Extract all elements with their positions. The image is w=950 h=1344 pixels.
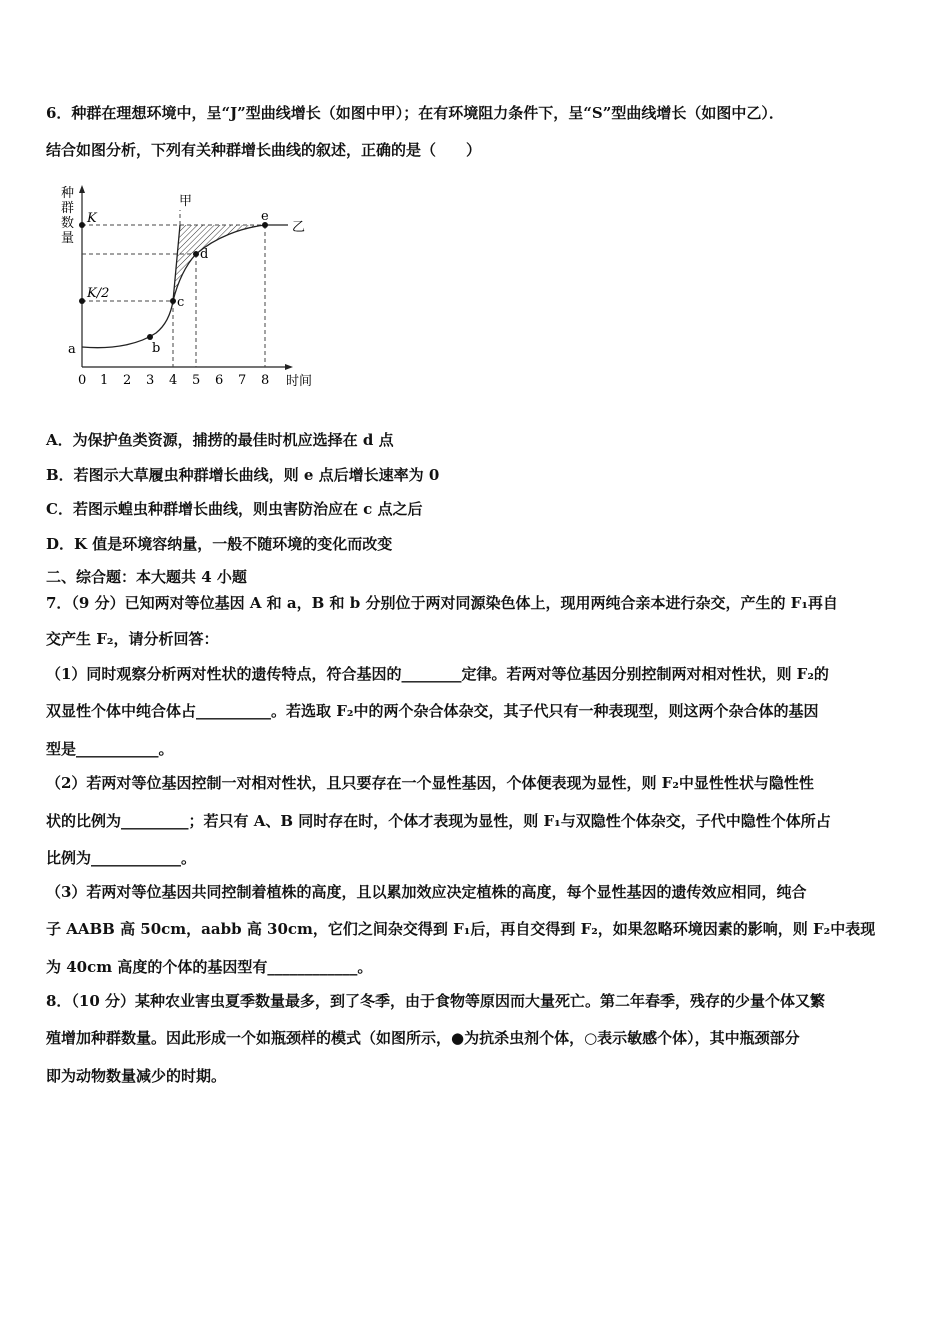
q7-line-7: 状的比例为_________；若只有 A、B 同时存在时，个体才表现为显性，则 F₁与双隐性个体杂交，子代中隐性个体所占 bbox=[46, 812, 831, 830]
point-c-label: c bbox=[177, 295, 185, 310]
point-k-half bbox=[79, 298, 85, 304]
point-a-label: a bbox=[68, 342, 76, 357]
q6-option-b: B．若图示大草履虫种群增长曲线，则 e 点后增长速率为 0 bbox=[46, 466, 440, 484]
q7-line-10: 子 AABB 高 50cm，aabb 高 30cm，它们之间杂交得到 F₁后，再自交得到 F₂，如果忽略环境因素的影响，则 F₂中表现 bbox=[46, 920, 876, 938]
section-2-heading: 二、综合题：本大题共 4 小题 bbox=[46, 568, 247, 586]
q8-line-3: 即为动物数量减少的时期。 bbox=[46, 1067, 227, 1085]
q8-line-2: 殖增加种群数量。因此形成一个如瓶颈样的模式（如图所示，●为抗杀虫剂个体，○表示敏感个体），其中瓶颈部分 bbox=[46, 1029, 800, 1047]
population-growth-figure bbox=[56, 185, 326, 395]
s-curve-label: 乙 bbox=[292, 220, 306, 235]
k-label: K bbox=[87, 211, 97, 226]
y-axis-arrow bbox=[79, 185, 85, 193]
q7-line-1: 7．（9 分）已知两对等位基因 A 和 a，B 和 b 分别位于两对同源染色体上，现用两纯合亲本进行杂交，产生的 F₁再自 bbox=[46, 594, 838, 612]
q6-option-a: A．为保护鱼类资源，捕捞的最佳时机应选择在 d 点 bbox=[46, 431, 394, 449]
x-tick: 6 bbox=[215, 373, 224, 388]
q7-line-4: 双显性个体中纯合体占__________。若选取 F₂中的两个杂合体杂交，其子代只有一种表现型，则这两个杂合体的基因 bbox=[46, 702, 819, 720]
x-tick: 3 bbox=[146, 373, 155, 388]
y-label-char: 群 bbox=[61, 201, 75, 216]
point-k bbox=[79, 222, 85, 228]
x-tick: 7 bbox=[238, 373, 247, 388]
x-tick: 1 bbox=[100, 373, 109, 388]
k-half-label: K/2 bbox=[87, 286, 110, 301]
q8-line-1: 8．（10 分）某种农业害虫夏季数量最多，到了冬季，由于食物等原因而大量死亡。第二年春季，残存的少量个体又繁 bbox=[46, 992, 826, 1010]
q7-line-11: 为 40cm 高度的个体的基因型有____________。 bbox=[46, 958, 373, 976]
x-tick: 2 bbox=[123, 373, 132, 388]
point-c bbox=[170, 298, 176, 304]
y-label-char: 种 bbox=[61, 186, 75, 201]
q7-line-8: 比例为____________。 bbox=[46, 849, 197, 867]
x-tick: 5 bbox=[192, 373, 201, 388]
environmental-resistance-area bbox=[173, 225, 265, 301]
y-label-char: 数 bbox=[61, 216, 75, 231]
x-tick: 4 bbox=[169, 373, 178, 388]
q6-stem-line-2: 结合如图分析，下列有关种群增长曲线的叙述，正确的是（ ） bbox=[46, 141, 482, 159]
q6-stem-line-1: 6．种群在理想环境中，呈“J”型曲线增长（如图中甲）；在有环境阻力条件下，呈“S”型曲线增长（如图中乙）． bbox=[46, 104, 784, 122]
q7-line-2: 交产生 F₂，请分析回答： bbox=[46, 630, 219, 648]
x-label: 时间 bbox=[286, 374, 313, 389]
q6-option-c: C．若图示蝗虫种群增长曲线，则虫害防治应在 c 点之后 bbox=[46, 500, 423, 518]
point-d-label: d bbox=[200, 247, 209, 262]
j-curve-label: 甲 bbox=[179, 194, 193, 209]
q7-line-6: （2）若两对等位基因控制一对相对性状，且只要存在一个显性基因，个体便表现为显性，则 F₂中显性性状与隐性性 bbox=[46, 774, 814, 792]
x-axis-arrow bbox=[285, 364, 293, 370]
q7-line-5: 型是___________。 bbox=[46, 740, 174, 758]
q7-line-9: （3）若两对等位基因共同控制着植株的高度，且以累加效应决定植株的高度，每个显性基因的遗传效应相同，纯合 bbox=[46, 883, 807, 901]
point-e-label: e bbox=[261, 209, 269, 224]
y-label-char: 量 bbox=[61, 231, 75, 246]
q7-line-3: （1）同时观察分析两对性状的遗传特点，符合基因的________定律。若两对等位基因分别控制两对相对性状，则 F₂的 bbox=[46, 665, 829, 683]
q6-option-d: D．K 值是环境容纳量，一般不随环境的变化而改变 bbox=[46, 535, 393, 553]
point-b-label: b bbox=[152, 341, 161, 356]
point-b bbox=[147, 334, 153, 340]
x-tick: 8 bbox=[261, 373, 270, 388]
x-tick: 0 bbox=[78, 373, 87, 388]
point-d bbox=[193, 251, 199, 257]
